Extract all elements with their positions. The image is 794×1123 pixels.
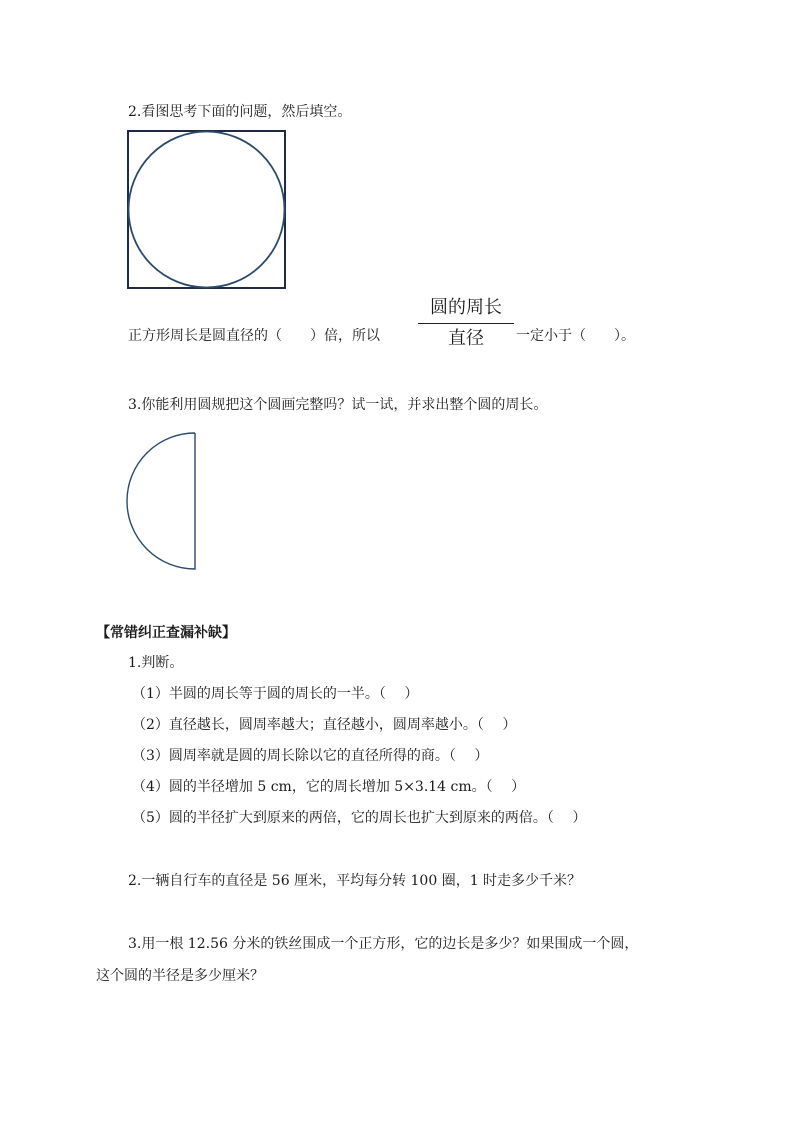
fraction-numerator: 圆的周长	[430, 297, 502, 318]
judge-item-3: （3）圆周率就是圆的周长除以它的直径所得的商。（ ）	[132, 748, 489, 764]
fraction-bar	[418, 323, 514, 324]
square-with-inscribed-circle-figure	[127, 130, 287, 290]
half-circle-figure	[126, 432, 206, 572]
judge-title: 1.判断。	[128, 655, 184, 671]
section-title: 【常错纠正查漏补缺】	[96, 625, 236, 641]
judge-item-2: （2）直径越长，圆周率越大；直径越小，圆周率越小。（ ）	[132, 717, 517, 733]
judge-item-1: （1）半圆的周长等于圆的周长的一半。（ ）	[132, 686, 419, 702]
half-circle-shape	[127, 433, 195, 569]
inscribed-circle-shape	[129, 132, 285, 288]
fraction-denominator: 直径	[448, 328, 484, 349]
section-q3-line1: 3.用一根 12.56 分米的铁丝围成一个正方形，它的边长是多少？如果围成一个圆，	[128, 936, 639, 952]
section-q3-line2: 这个圆的半径是多少厘米？	[96, 968, 264, 984]
q3-title: 3.你能利用圆规把这个圆画完整吗？试一试，并求出整个圆的周长。	[128, 397, 548, 413]
q2-fill-after: 一定小于（ ）。	[516, 328, 635, 344]
judge-item-5: （5）圆的半径扩大到原来的两倍，它的周长也扩大到原来的两倍。（ ）	[132, 810, 587, 826]
section-q2: 2.一辆自行车的直径是 56 厘米，平均每分转 100 圈，1 时走多少千米？	[128, 873, 582, 889]
q2-fill-before: 正方形周长是圆直径的（ ）倍，所以	[128, 328, 380, 344]
fraction-circumference-over-diameter	[418, 294, 514, 353]
q2-title: 2.看图思考下面的问题，然后填空。	[128, 104, 352, 120]
judge-item-4: （4）圆的半径增加 5 cm，它的周长增加 5×3.14 cm。（ ）	[132, 779, 526, 795]
